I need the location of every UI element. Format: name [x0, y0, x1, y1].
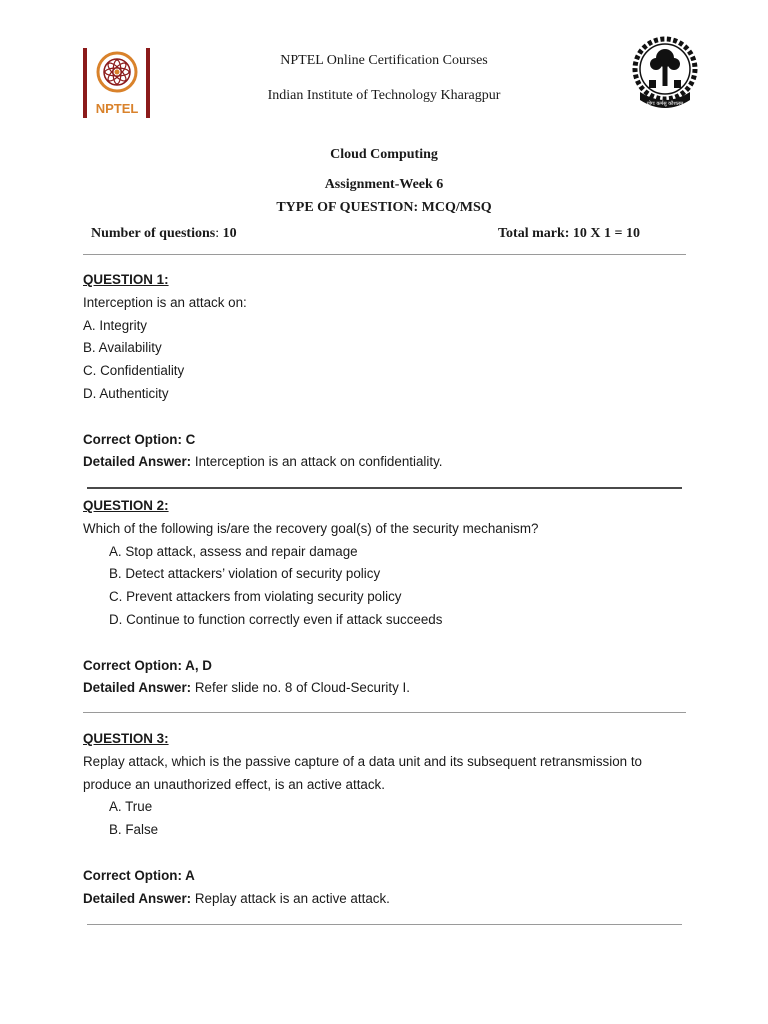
detailed-answer-label: Detailed Answer: [83, 454, 192, 470]
option-b: B. False [109, 822, 159, 838]
divider [83, 712, 686, 713]
question-type: TYPE OF QUESTION: MCQ/MSQ [276, 200, 492, 215]
divider [83, 254, 686, 255]
option-a: A. Integrity [83, 317, 148, 333]
num-questions-value: 10 [222, 226, 237, 241]
assignment-title: Assignment-Week 6 [324, 177, 444, 192]
option-a: A. Stop attack, assess and repair damage [109, 543, 358, 559]
detailed-answer [83, 451, 683, 474]
option-c: C. Prevent attackers from violating security policy [109, 589, 402, 605]
option-c: C. Confidentiality [83, 363, 185, 379]
detailed-answer-text: Refer slide no. 8 of Cloud-Security I. [191, 680, 410, 696]
nptel-logo-text: NPTEL [95, 101, 139, 116]
question-text: Interception is an attack on: [83, 294, 247, 310]
option-d: D. Authenticity [83, 385, 169, 401]
question-3 [83, 728, 703, 910]
detailed-answer-text: Interception is an attack on confidentiality. [191, 454, 443, 470]
detailed-answer-label: Detailed Answer: [83, 680, 192, 696]
question-heading: QUESTION 2: [83, 498, 169, 513]
number-of-questions: Number of questions: 10 [91, 226, 237, 241]
detailed-answer [83, 677, 683, 700]
divider [87, 924, 682, 925]
institute-name: Indian Institute of Technology Kharagpur [267, 88, 501, 103]
question-1 [83, 269, 683, 474]
correct-option: Correct Option: C [83, 431, 196, 447]
detailed-answer [83, 888, 703, 911]
question-text: Which of the following is/are the recovery goal(s) of the security mechanism? [83, 520, 539, 536]
question-2 [83, 495, 683, 700]
question-text-line-2: produce an unauthorized effect, is an active attack. [83, 776, 385, 792]
option-b: B. Detect attackers’ violation of security policy [109, 566, 381, 582]
divider [87, 487, 682, 489]
org-name: NPTEL Online Certification Courses [280, 53, 488, 68]
detailed-answer-label: Detailed Answer: [83, 890, 192, 906]
option-d: D. Continue to function correctly even if attack succeeds [109, 611, 443, 627]
option-a: A. True [109, 799, 153, 815]
num-questions-label: Number of questions [91, 226, 216, 241]
option-b: B. Availability [83, 340, 162, 356]
course-title: Cloud Computing [330, 147, 438, 162]
total-mark: Total mark: 10 X 1 = 10 [498, 226, 641, 241]
iit-logo-motto: योगः कर्मसु कौशलम् [646, 101, 684, 107]
question-text-line-1: Replay attack, which is the passive capture of a data unit and its subsequent retransmission to [83, 753, 642, 769]
question-heading: QUESTION 3: [83, 731, 169, 746]
question-heading: QUESTION 1: [83, 272, 169, 287]
correct-option: Correct Option: A, D [83, 657, 212, 673]
correct-option: Correct Option: A [83, 867, 195, 883]
detailed-answer-text: Replay attack is an active attack. [191, 890, 390, 906]
